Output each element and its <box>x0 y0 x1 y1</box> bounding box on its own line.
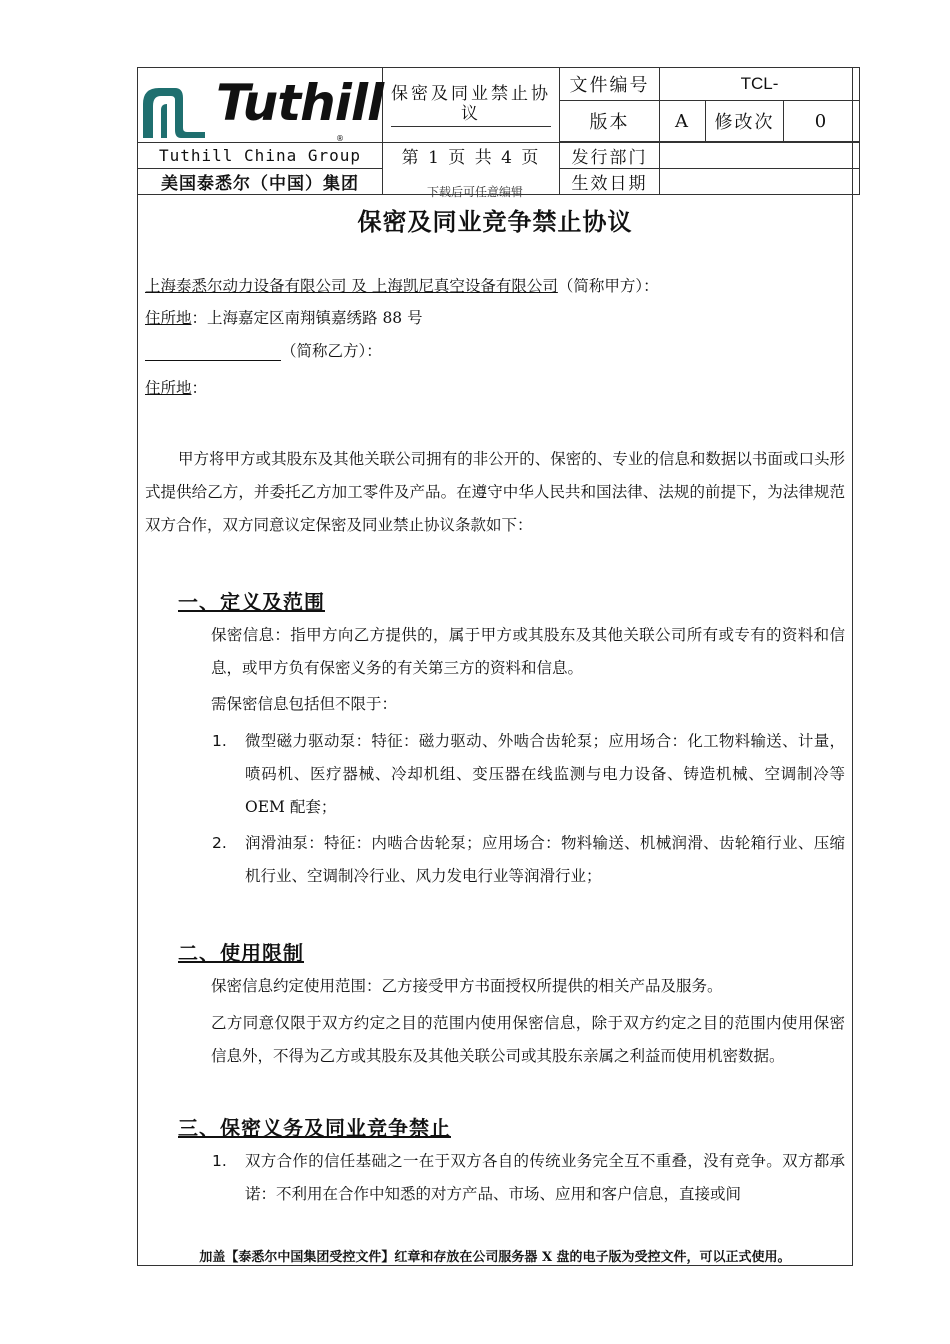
dept-value <box>660 143 860 169</box>
group-en: Tuthill China Group <box>138 143 383 169</box>
registered-mark: ® <box>336 134 346 143</box>
party-a-address-value: ：上海嘉定区南翔镇嘉绣路 88 号 <box>191 309 423 327</box>
tuthill-logo-mark-icon <box>141 84 207 140</box>
document-header-table <box>137 67 860 195</box>
section-1-heading: 一、定义及范围 <box>178 590 325 614</box>
section-1-item-2-text: 润滑油泵：特征：内啮合齿轮泵；应用场合：物料输送、机械润滑、齿轮箱行业、压缩机行业、空调制冷行业、风力发电行业等润滑行业； <box>245 834 845 885</box>
section-3-item-1-text: 双方合作的信任基础之一在于双方各自的传统业务完全互不重叠，没有竞争。双方都承诺：不利用在合作中知悉的对方产品、市场、应用和客户信息，直接或间 <box>245 1152 845 1203</box>
version-label: 版本 <box>560 101 660 142</box>
section-2-paragraph-1: 保密信息约定使用范围：乙方接受甲方书面授权所提供的相关产品及服务。 <box>211 977 723 995</box>
party-b-suffix: （简称乙方）： <box>281 342 382 360</box>
intro-paragraph: 甲方将甲方或其股东及其他关联公司拥有的非公开的、保密的、专业的信息和数据以书面或口头形式提供给乙方，并委托乙方加工零件及产品。在遵守中华人民共和国法律、法规的前提下，为法律规范双方合作，双方同意议定保密及同业禁止协议条款如下： <box>145 450 845 534</box>
logo-cell <box>138 68 383 143</box>
party-b-line <box>145 341 382 361</box>
party-a-names: 上海泰悉尔动力设备有限公司 及 上海凯尼真空设备有限公司 <box>145 277 558 295</box>
section-1-paragraph-1: 保密信息：指甲方向乙方提供的，属于甲方或其股东及其他关联公司所有或专有的资料和信息，或甲方负有保密义务的有关第三方的资料和信息。 <box>211 626 845 677</box>
party-b-address-value: ： <box>191 379 208 397</box>
section-1-item-1-text: 微型磁力驱动泵：特征：磁力驱动、外啮合齿轮泵；应用场合：化工物料输送、计量，喷码机、医疗器械、冷却机组、变压器在线监测与电力设备、铸造机械、空调制冷等 OEM 配套； <box>245 732 845 816</box>
dept-label-text: 发行部门 <box>560 143 660 169</box>
section-1-item-1-num: 1. <box>212 732 227 750</box>
page-info: 第 1 页 共 4 页 <box>383 143 560 169</box>
section-1-paragraph-2: 需保密信息包括但不限于： <box>211 695 398 713</box>
party-a-suffix: （简称甲方）： <box>557 277 659 295</box>
header-doc-title: 保密及同业禁止协议 <box>383 68 560 143</box>
version-value: A <box>660 101 706 142</box>
file-no-label: 文件编号 <box>560 68 660 101</box>
section-1-item-2-num: 2. <box>212 834 227 852</box>
logo-wordmark: Tuthill <box>216 74 384 132</box>
party-b-address-label: 住所地 <box>145 379 192 397</box>
agreement-title: 保密及同业竞争禁止协议 <box>357 207 633 236</box>
party-a-line <box>145 276 659 296</box>
file-no-value: TCL- <box>660 68 860 101</box>
revision-value: 0 <box>784 101 860 142</box>
section-3-heading: 三、保密义务及同业竞争禁止 <box>178 1116 451 1140</box>
party-a-address-line <box>145 308 423 328</box>
date-label: 生效日期 <box>560 169 660 195</box>
section-2-heading: 二、使用限制 <box>178 941 304 965</box>
party-a-address-label: 住所地 <box>145 309 192 327</box>
section-3-item-1-num: 1. <box>212 1152 227 1170</box>
edit-note: 下载后可任意编辑 <box>426 185 523 199</box>
group-cn: 美国泰悉尔（中国）集团 <box>138 169 383 195</box>
party-b-blank[interactable] <box>145 344 281 361</box>
party-b-address-line <box>145 378 207 398</box>
section-2-paragraph-2: 乙方同意仅限于双方约定之目的范围内使用保密信息，除于双方约定之目的范围内使用保密信息外，不得为乙方或其股东及其他关联公司或其股东亲属之利益而使用机密数据。 <box>211 1014 845 1065</box>
controlled-document-footer: 加盖【泰悉尔中国集团受控文件】红章和存放在公司服务器 X 盘的电子版为受控文件，可以正式使用。 <box>199 1250 791 1265</box>
revision-label: 修改次 <box>706 101 784 142</box>
tuthill-logo <box>138 68 382 142</box>
